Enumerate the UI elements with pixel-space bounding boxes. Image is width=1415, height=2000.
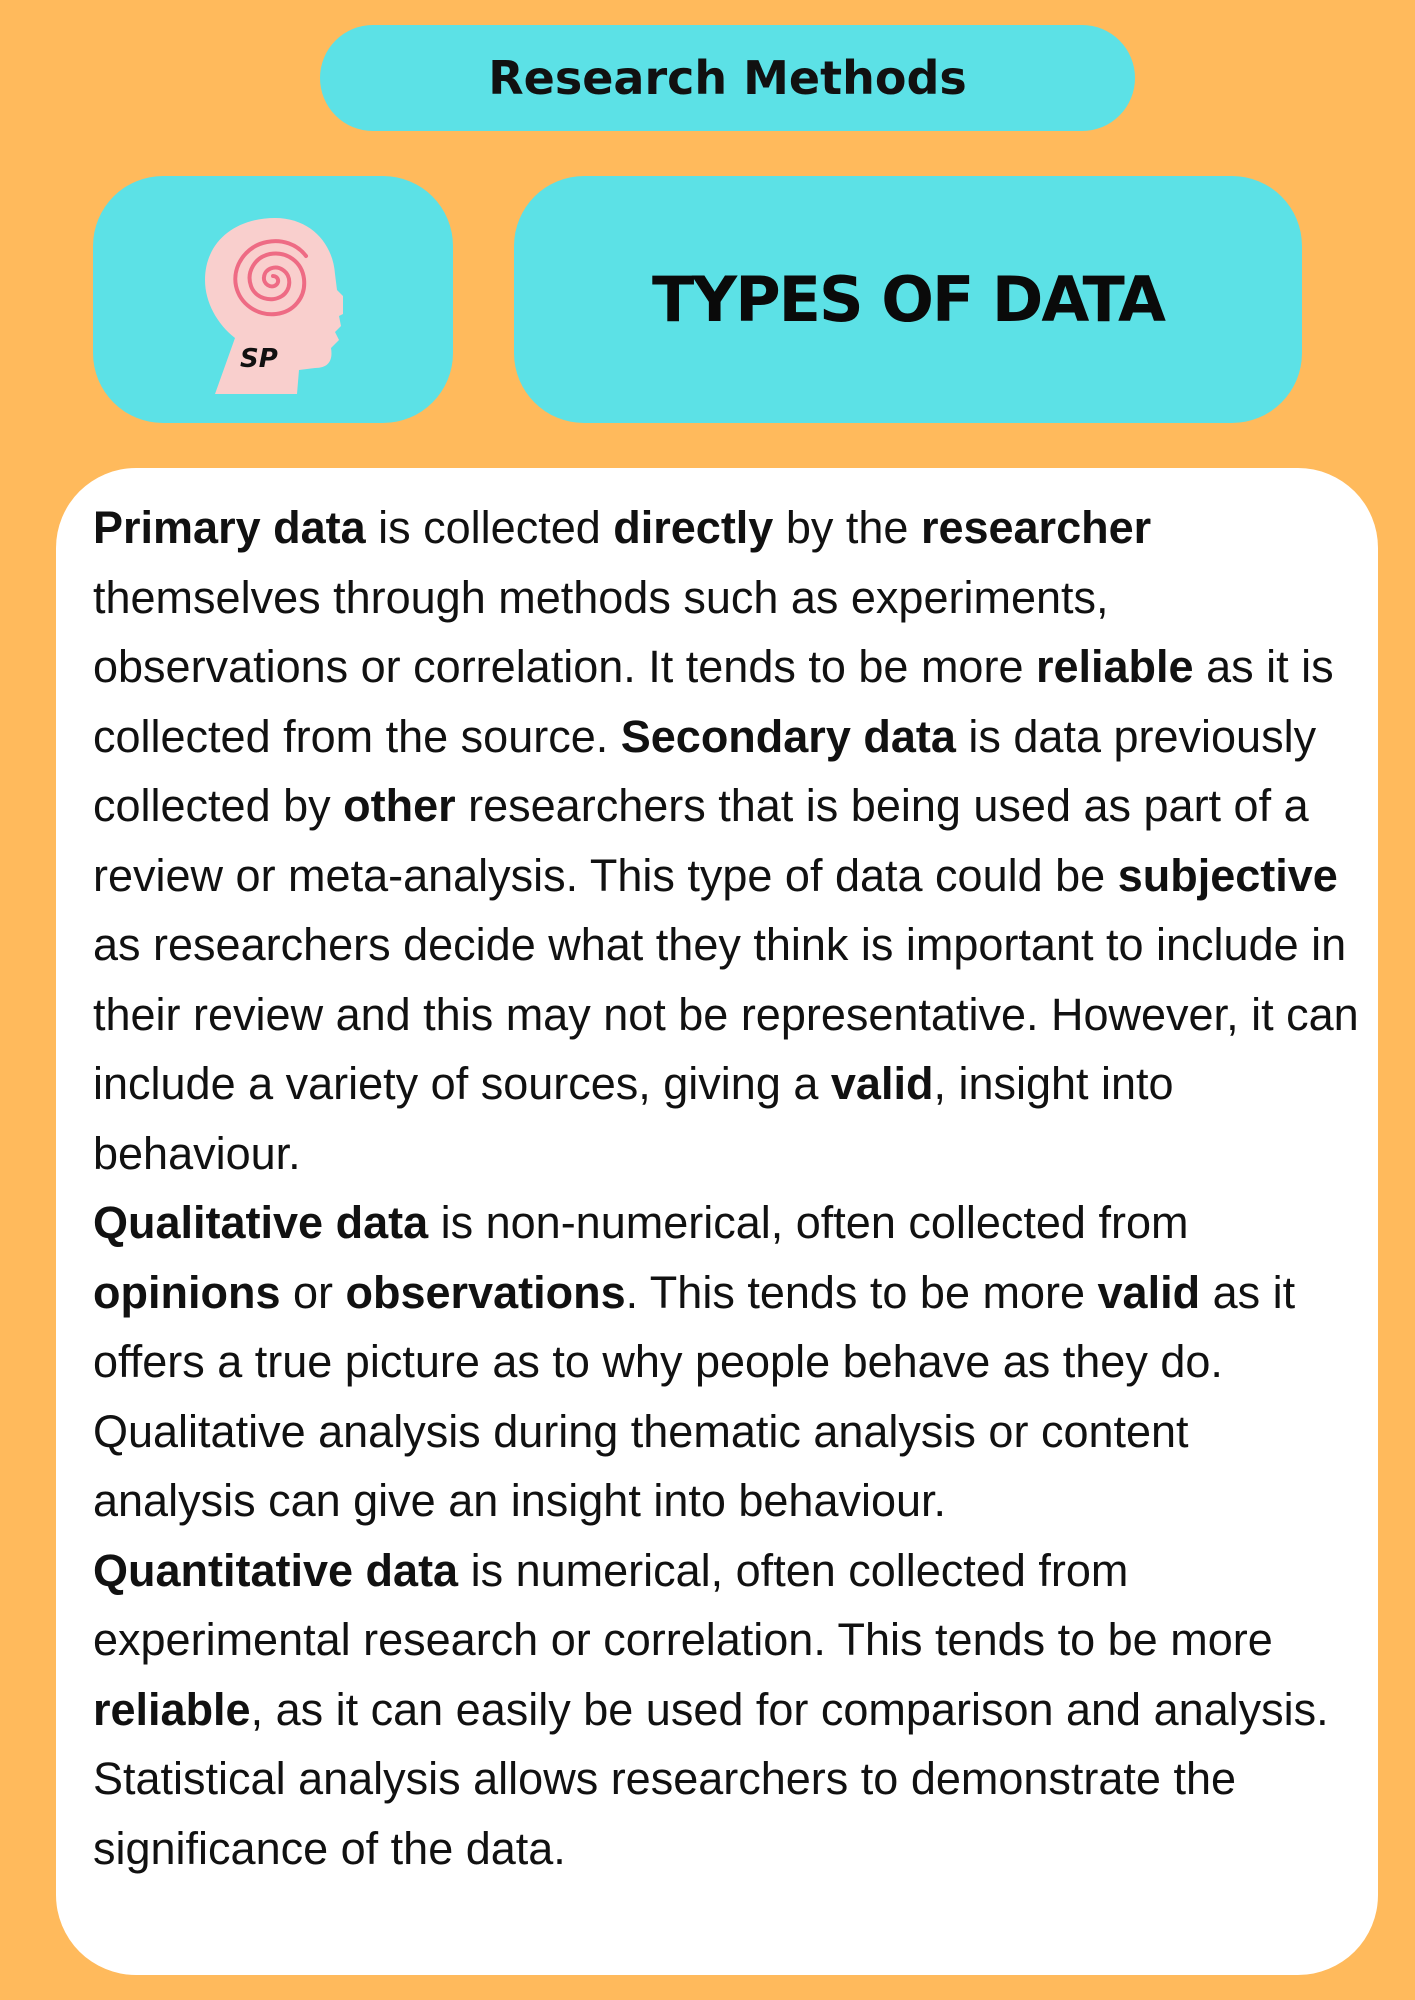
heading-box [514,176,1302,423]
term-researcher: researcher [920,502,1152,553]
text-segment: or [280,1266,346,1318]
text-segment: , insight into behaviour. [93,1058,1174,1179]
term-subjective: subjective [1117,849,1338,901]
text-segment: themselves through methods such as experiments, observations or correlation. It tends to be more [93,571,1109,692]
text-segment: as researchers decide what they think is important to include in their review and this may not be representative. However, it can include a variety of sources, giving a [93,919,1359,1109]
paragraph-quantitative [93,1536,1363,1884]
term-qualitative-data: Qualitative data [93,1197,429,1248]
term-directly: directly [613,502,774,553]
title-banner [320,25,1135,131]
logo-box [93,176,453,423]
paragraph-primary-secondary [93,493,1363,1188]
term-reliable: reliable [1035,641,1194,692]
text-segment: is numerical, often collected from experimental research or correlation. This tends to be more [93,1544,1273,1665]
text-segment: , as it can easily be used for comparison and analysis. Statistical analysis allows researchers to demonstrate the significance of the data. [93,1683,1329,1874]
page-title: Research Methods [488,51,967,105]
text-segment: researchers that is being used as part of a review or meta-analysis. This type of data could be [93,780,1309,901]
paragraph-qualitative [93,1188,1363,1536]
term-opinions: opinions [93,1266,281,1318]
text-segment: as it offers a true picture as to why people behave as they do. Qualitative analysis during thematic analysis or content analysis can give an insight into behaviour. [93,1266,1296,1526]
term-observations: observations [345,1266,626,1318]
text-segment: is data previously collected by [93,710,1317,831]
term-primary-data: Primary data [93,502,366,553]
term-reliable: reliable [93,1683,251,1735]
text-segment: as it is collected from the source. [93,641,1334,762]
term-secondary-data: Secondary data [620,710,956,762]
content-card [56,468,1378,1975]
term-valid: valid [830,1058,934,1109]
text-segment: . This tends to be more [625,1266,1098,1318]
section-heading: TYPES OF DATA [652,263,1164,336]
text-segment: by the [773,502,921,553]
term-other: other [343,780,456,831]
term-quantitative-data: Quantitative data [93,1544,459,1596]
term-valid: valid [1097,1266,1201,1318]
content-body [93,493,1363,1883]
logo-initials: SP [240,344,278,374]
text-segment: is collected [365,502,614,553]
text-segment: is non-numerical, often collected from [428,1197,1189,1248]
